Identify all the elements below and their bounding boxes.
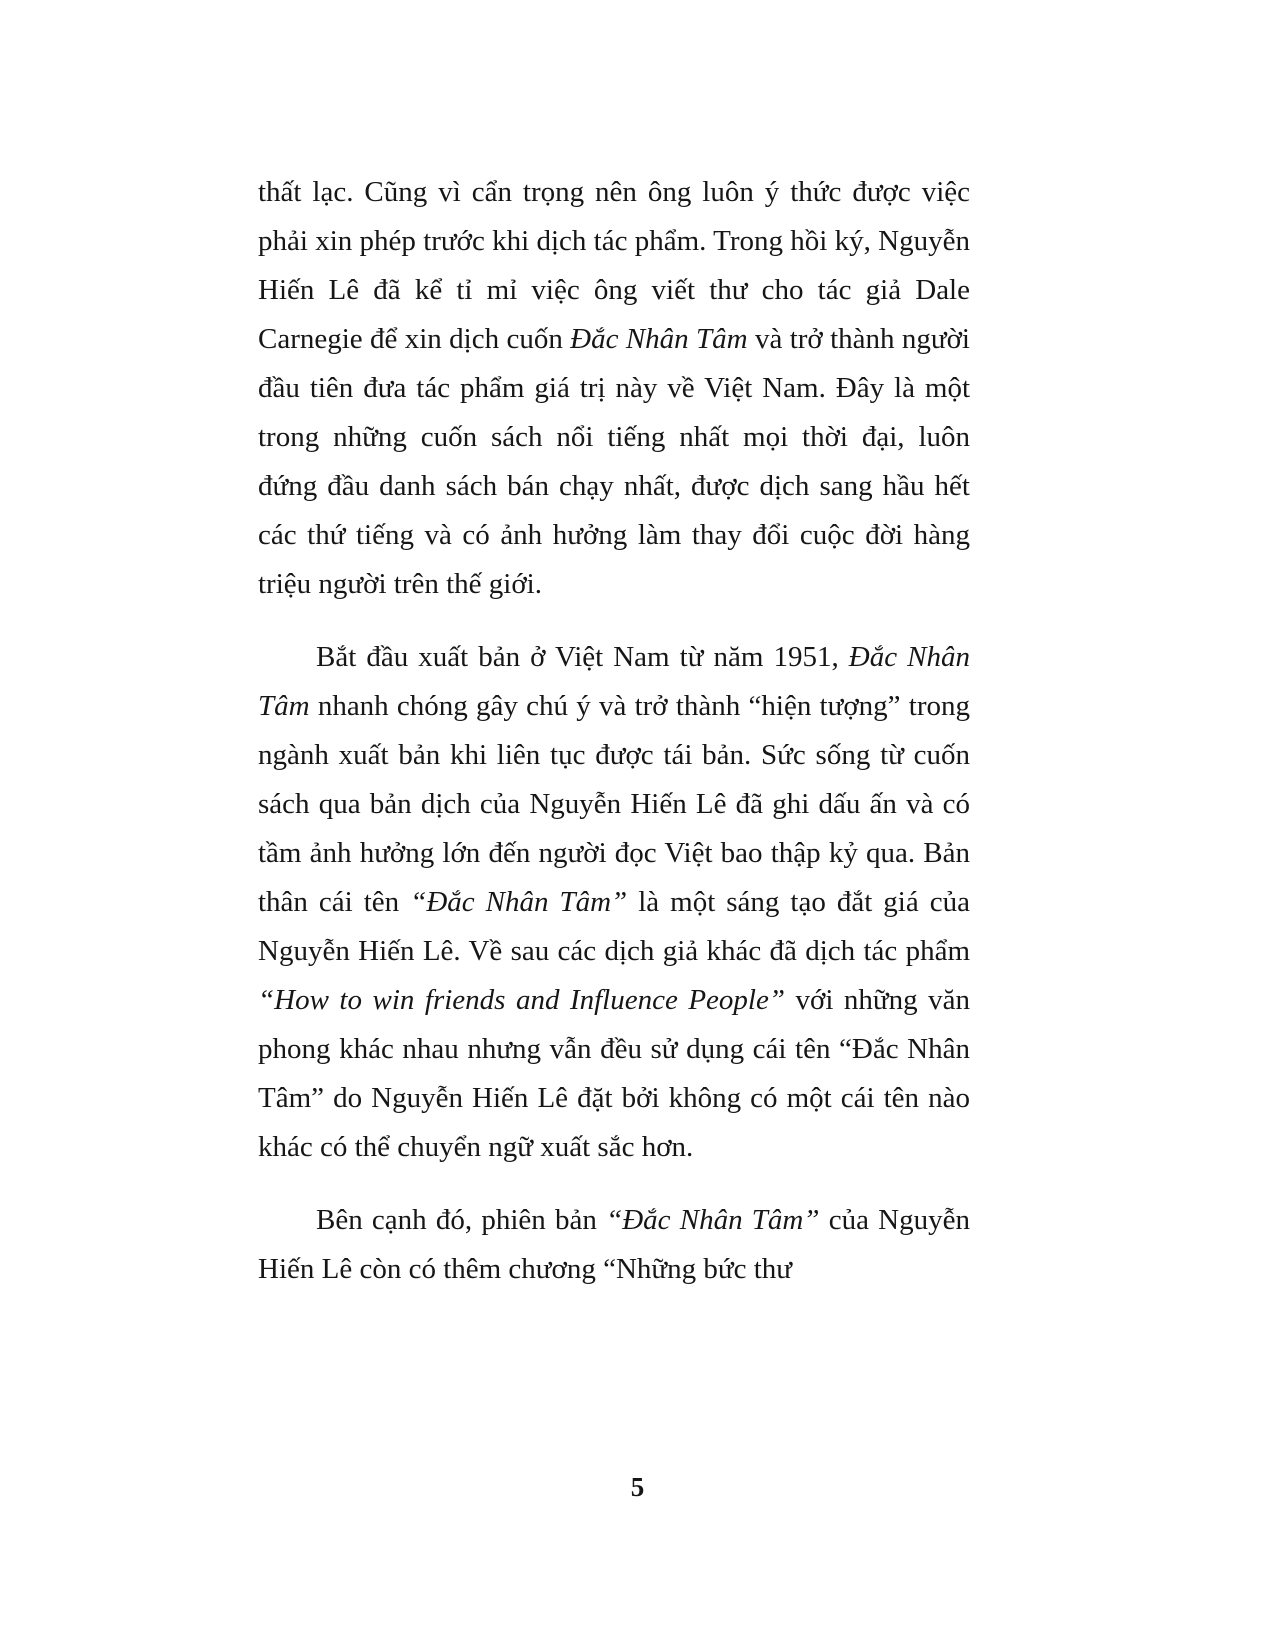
body-text: Bên cạnh đó, phiên bản — [316, 1204, 607, 1236]
body-text: thất lạc. Cũng vì cẩn trọng nên ông luôn ý thức được việc phải xin phép trước khi dịch tác phẩm. Trong hồi ký, Nguyễn Hiến Lê đã kể tỉ mỉ việc ông viết thư cho tác giả Dale Carnegie để xin dịch cuốn — [258, 176, 970, 355]
body-text: của Nguyễn Hiến Lê còn có thêm chương “Những bức thư — [258, 1204, 970, 1285]
body-text: nhanh chóng gây chú ý và trở thành “hiện tượng” trong ngành xuất bản khi liên tục được tái bản. Sức sống từ cuốn sách qua bản dịch của Nguyễn Hiến Lê đã ghi dấu ấn và có tầm ảnh hưởng lớn đến người đọc Việt bao thập kỷ qua. Bản thân cái tên — [258, 690, 970, 918]
paragraph — [258, 168, 970, 609]
paragraph — [258, 1196, 970, 1294]
italic-text: “Đắc Nhân Tâm” — [410, 886, 628, 918]
italic-text: Đắc Nhân Tâm — [258, 641, 970, 722]
body-text: với những văn phong khác nhau nhưng vẫn đều sử dụng cái tên “Đắc Nhân Tâm” do Nguyễn Hiến Lê đặt bởi không có một cái tên nào khác có thể chuyển ngữ xuất sắc hơn. — [258, 984, 970, 1163]
italic-text: “How to win friends and Influence People” — [258, 984, 785, 1016]
paragraph — [258, 633, 970, 1172]
page-number: 5 — [630, 1472, 645, 1502]
body-text: và trở thành người đầu tiên đưa tác phẩm giá trị này về Việt Nam. Đây là một trong những cuốn sách nổi tiếng nhất mọi thời đại, luôn đứng đầu danh sách bán chạy nhất, được dịch sang hầu hết các thứ tiếng và có ảnh hưởng làm thay đổi cuộc đời hàng triệu người trên thế giới. — [258, 323, 970, 600]
body-text: là một sáng tạo đắt giá của Nguyễn Hiến Lê. Về sau các dịch giả khác đã dịch tác phẩm — [258, 886, 970, 967]
page-text — [258, 168, 970, 1318]
body-text: Bắt đầu xuất bản ở Việt Nam từ năm 1951, — [316, 641, 849, 673]
italic-text: “Đắc Nhân Tâm” — [606, 1204, 820, 1236]
italic-text: Đắc Nhân Tâm — [570, 323, 748, 355]
